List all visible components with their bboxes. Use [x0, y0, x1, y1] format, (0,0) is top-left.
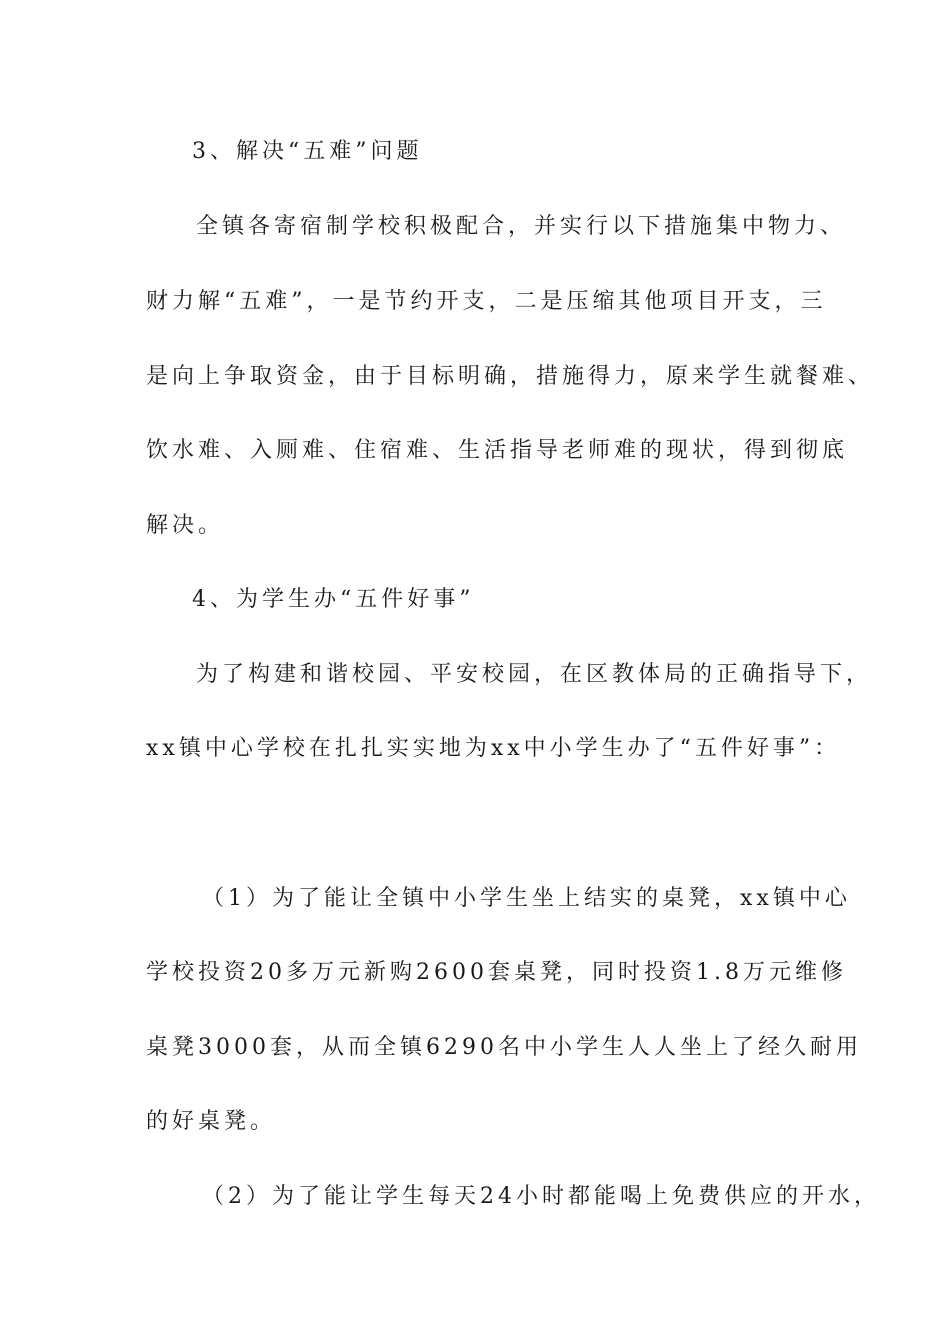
paragraph-line: 饮水难、入厕难、住宿难、生活指导老师难的现状，得到彻底 [146, 438, 849, 463]
section-heading-3: 3、解决“五难”问题 [192, 139, 423, 164]
list-item-line: 的好桌凳。 [146, 1109, 277, 1134]
list-item-line: （2）为了能让学生每天24小时都能喝上免费供应的开水， [202, 1184, 880, 1209]
list-item-line: 学校投资20多万元新购2600套桌凳，同时投资1.8万元维修 [146, 960, 847, 985]
paragraph-line: 全镇各寄宿制学校积极配合，并实行以下措施集中物力、 [196, 214, 847, 239]
list-item-line: （1）为了能让全镇中小学生坐上结实的桌凳，xx镇中心 [202, 886, 851, 911]
paragraph-line: xx镇中心学校在扎扎实实地为xx中小学生办了“五件好事”： [146, 736, 841, 761]
paragraph-line: 解决。 [146, 513, 225, 538]
section-heading-4: 4、为学生办“五件好事” [192, 587, 475, 612]
paragraph-line: 是向上争取资金，由于目标明确，措施得力，原来学生就餐难、 [146, 364, 875, 389]
paragraph-line: 为了构建和谐校园、平安校园，在区教体局的正确指导下， [196, 662, 873, 687]
list-item-line: 桌凳3000套，从而全镇6290名中小学生人人坐上了经久耐用 [146, 1035, 862, 1060]
paragraph-line: 财力解“五难”，一是节约开支，二是压缩其他项目开支，三 [146, 289, 827, 314]
